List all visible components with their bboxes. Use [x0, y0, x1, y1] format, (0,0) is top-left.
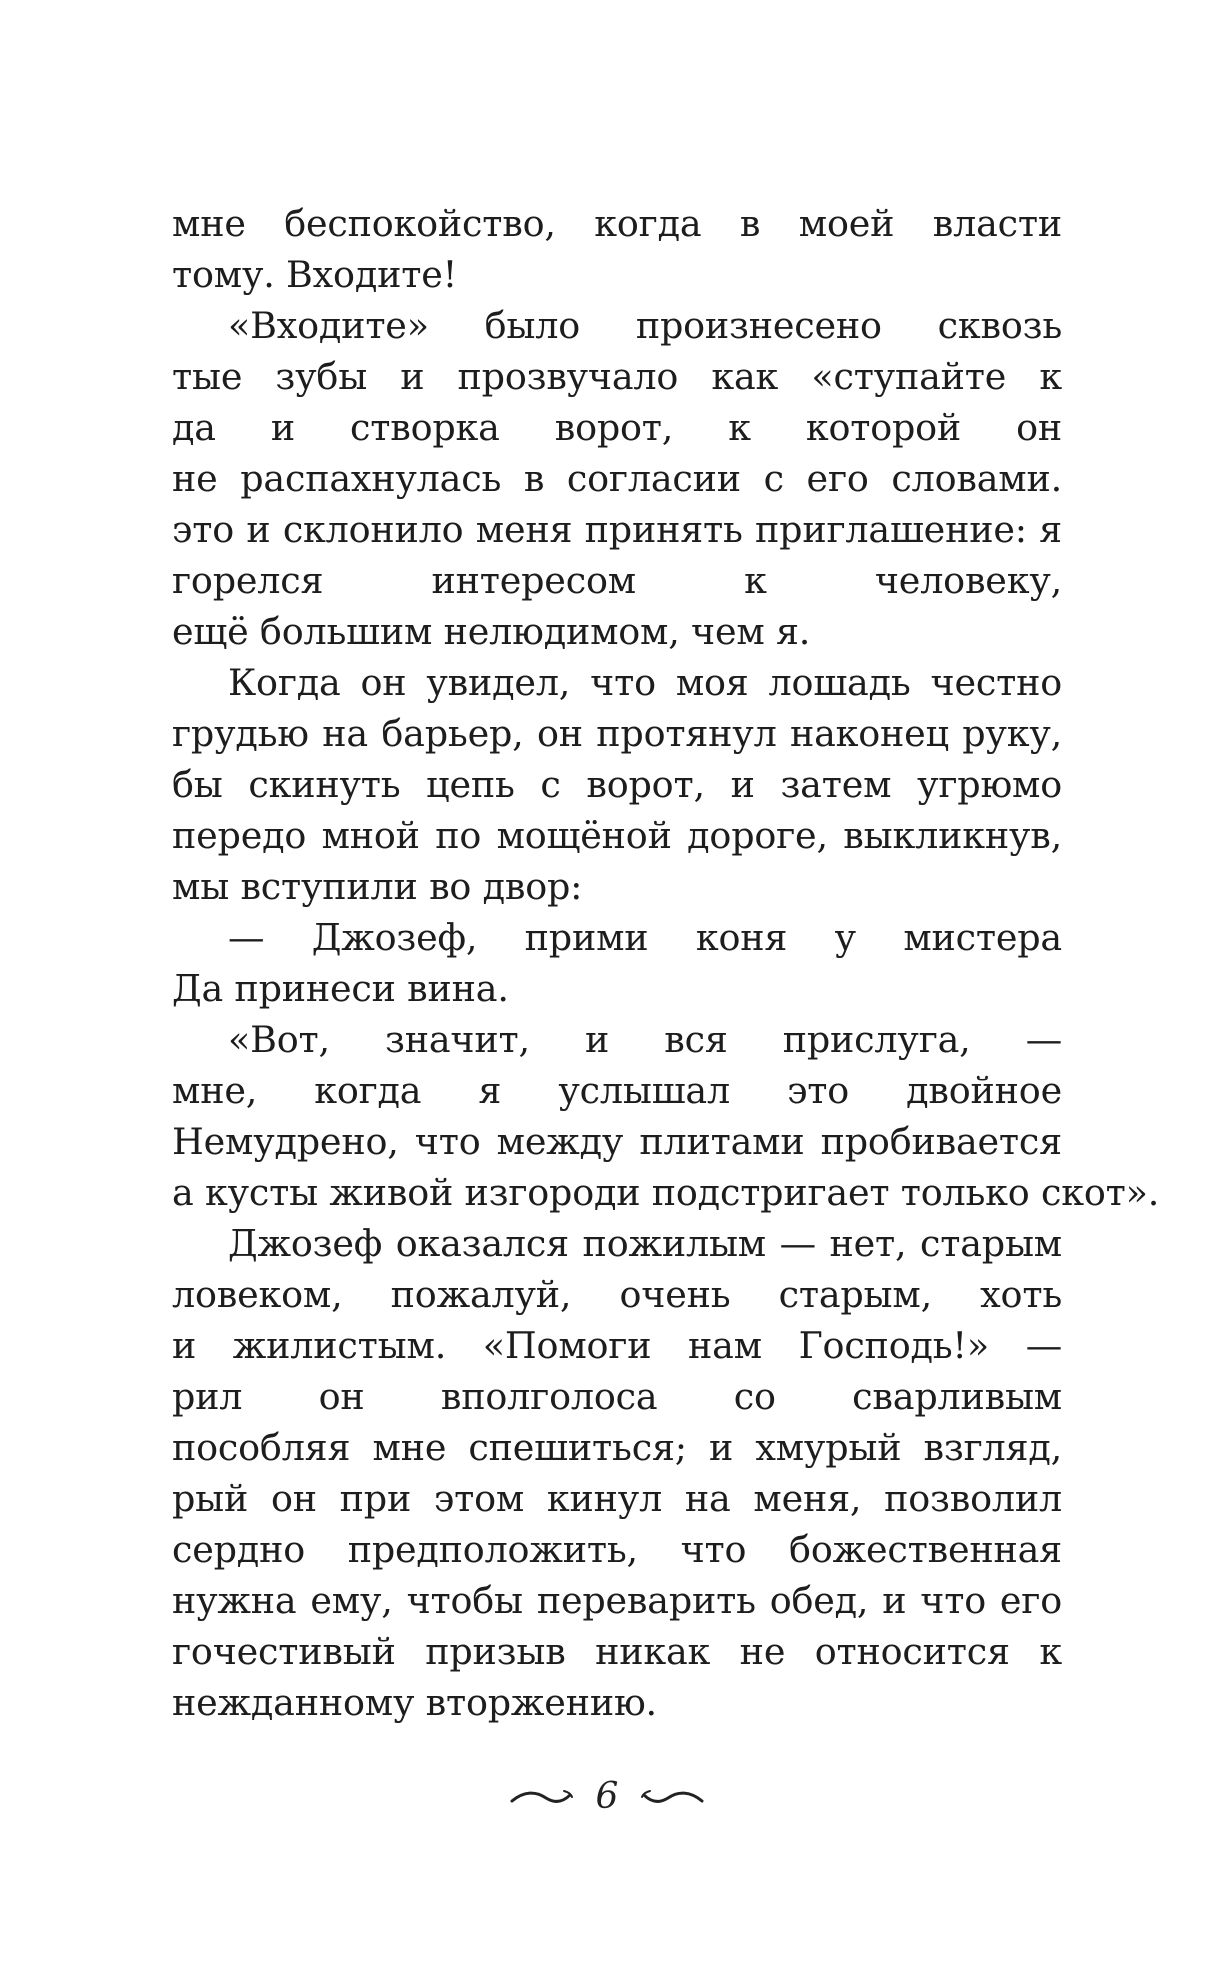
text-line: сердно предположить, что божественная [172, 1528, 1062, 1571]
text-line: тые зубы и прозвучало как «ступайте к [172, 355, 1062, 398]
text-line: «Вот, значит, и вся прислуга, — [228, 1018, 1062, 1061]
text-line: мы вступили во двор: [172, 865, 583, 908]
text-line: — Джозеф, прими коня у мистера [228, 916, 1062, 959]
text-line: нужна ему, чтобы переварить обед, и что его [172, 1579, 1062, 1622]
text-line: горелся интересом к человеку, [172, 559, 1062, 602]
text-line: гочестивый призыв никак не относится к [172, 1630, 1062, 1673]
text-line: ловеком, пожалуй, очень старым, хоть [172, 1273, 1062, 1316]
text-line: «Входите» было произнесено сквозь [228, 304, 1062, 347]
text-line: грудью на барьер, он протянул наконец руку, [172, 712, 1062, 755]
text-line: рый он при этом кинул на меня, позволил [172, 1477, 1062, 1520]
text-line: нежданному вторжению. [172, 1681, 657, 1724]
text-line: это и склонило меня принять приглашение: я [172, 508, 1062, 551]
text-line: передо мной по мощёной дороге, выкликнув, [172, 814, 1062, 857]
body-text [172, 198, 1160, 1728]
text-line: и жилистым. «Помоги нам Господь!» — [172, 1324, 1062, 1367]
paragraph [172, 198, 1062, 300]
text-line: мне беспокойство, когда в моей власти [172, 202, 1062, 245]
text-line: Немудрено, что между плитами пробивается [172, 1120, 1062, 1163]
paragraph [172, 1014, 1160, 1218]
paragraph [172, 912, 1062, 1014]
page-number: 6 [595, 1776, 619, 1817]
text-line: рил он вполголоса со сварливым [172, 1375, 1062, 1418]
paragraph [172, 657, 1062, 912]
text-line: пособляя мне спешиться; и хмурый взгляд, [172, 1426, 1062, 1469]
text-line: мне, когда я услышал это двойное [172, 1069, 1062, 1112]
text-line: не распахнулась в согласии с его словами. [172, 457, 1062, 500]
swash-ornament-icon [640, 1785, 704, 1809]
text-line: ещё большим нелюдимом, чем я. [172, 610, 811, 653]
swash-ornament-icon [510, 1785, 574, 1809]
text-line: бы скинуть цепь с ворот, и затем угрюмо [172, 763, 1062, 806]
text-line: а кусты живой изгороди подстригает только скот». [172, 1171, 1160, 1214]
paragraph [172, 1218, 1062, 1728]
page-footer [0, 1772, 1214, 1822]
text-line: тому. Входите! [172, 253, 458, 296]
paragraph [172, 300, 1062, 657]
text-line: Да принеси вина. [172, 967, 509, 1010]
text-line: да и створка ворот, к которой он [172, 406, 1062, 449]
text-line: Когда он увидел, что моя лошадь честно [228, 661, 1062, 704]
text-line: Джозеф оказался пожилым — нет, старым [228, 1222, 1062, 1265]
